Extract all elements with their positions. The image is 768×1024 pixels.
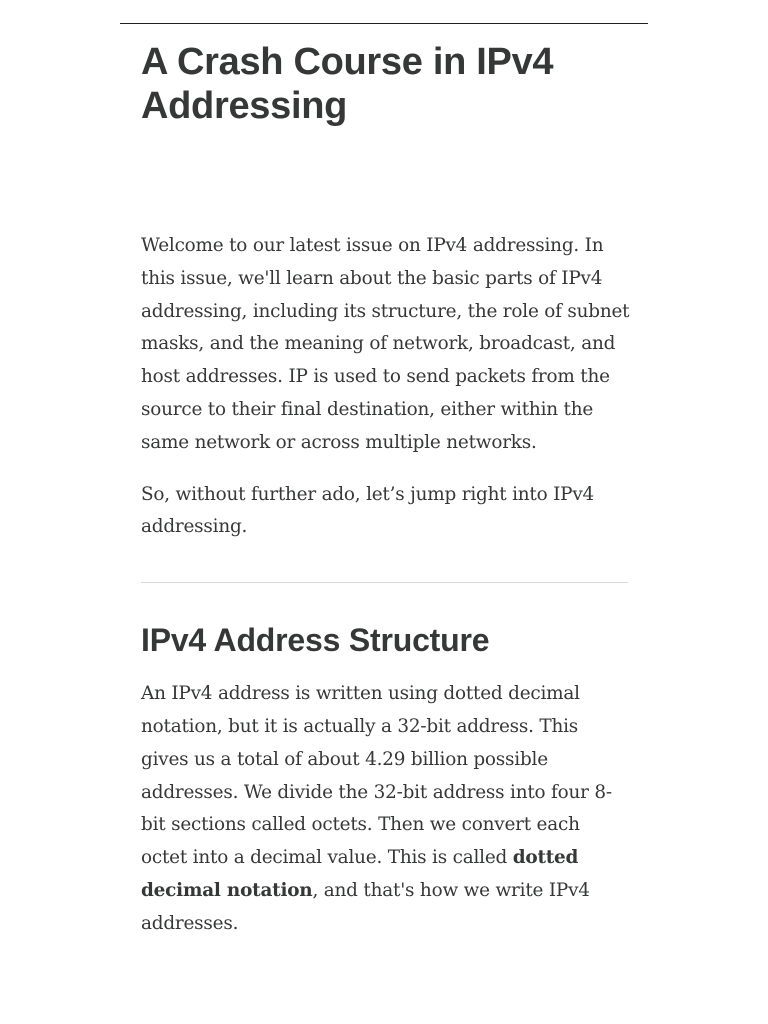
section-paragraph: [141, 678, 631, 940]
intro-paragraph-2: So, without further ado, let’s jump right into IPv4 addressing.: [141, 483, 595, 538]
article-title: A Crash Course in IPv4 Addressing: [141, 41, 554, 127]
paragraph-text-after: , and that's how we write IPv4 addresses.: [141, 879, 590, 934]
article: [141, 40, 631, 941]
top-rule: [120, 23, 648, 24]
paragraph-text-before: An IPv4 address is written using dotted decimal notation, but it is actually a 32-bit address. This gives us a total of about 4.29 billion possible addresses. We divide the 32-bit address into four 8-bit sections called octets. Then we convert each octet into a decimal value. This is called: [141, 683, 612, 869]
bold-term: dotted decimal notation: [141, 847, 579, 901]
section-heading: IPv4 Address Structure: [141, 622, 490, 659]
section-divider: [141, 582, 628, 583]
intro-paragraph: Welcome to our latest issue on IPv4 addressing. In this issue, we'll learn about the basic parts of IPv4 addressing, including its structure, the role of subnet masks, and the meaning of network, broadcast, and host addresses. IP is used to send packets from the source to their final destination, either within the same network or across multiple networks.: [141, 235, 630, 453]
